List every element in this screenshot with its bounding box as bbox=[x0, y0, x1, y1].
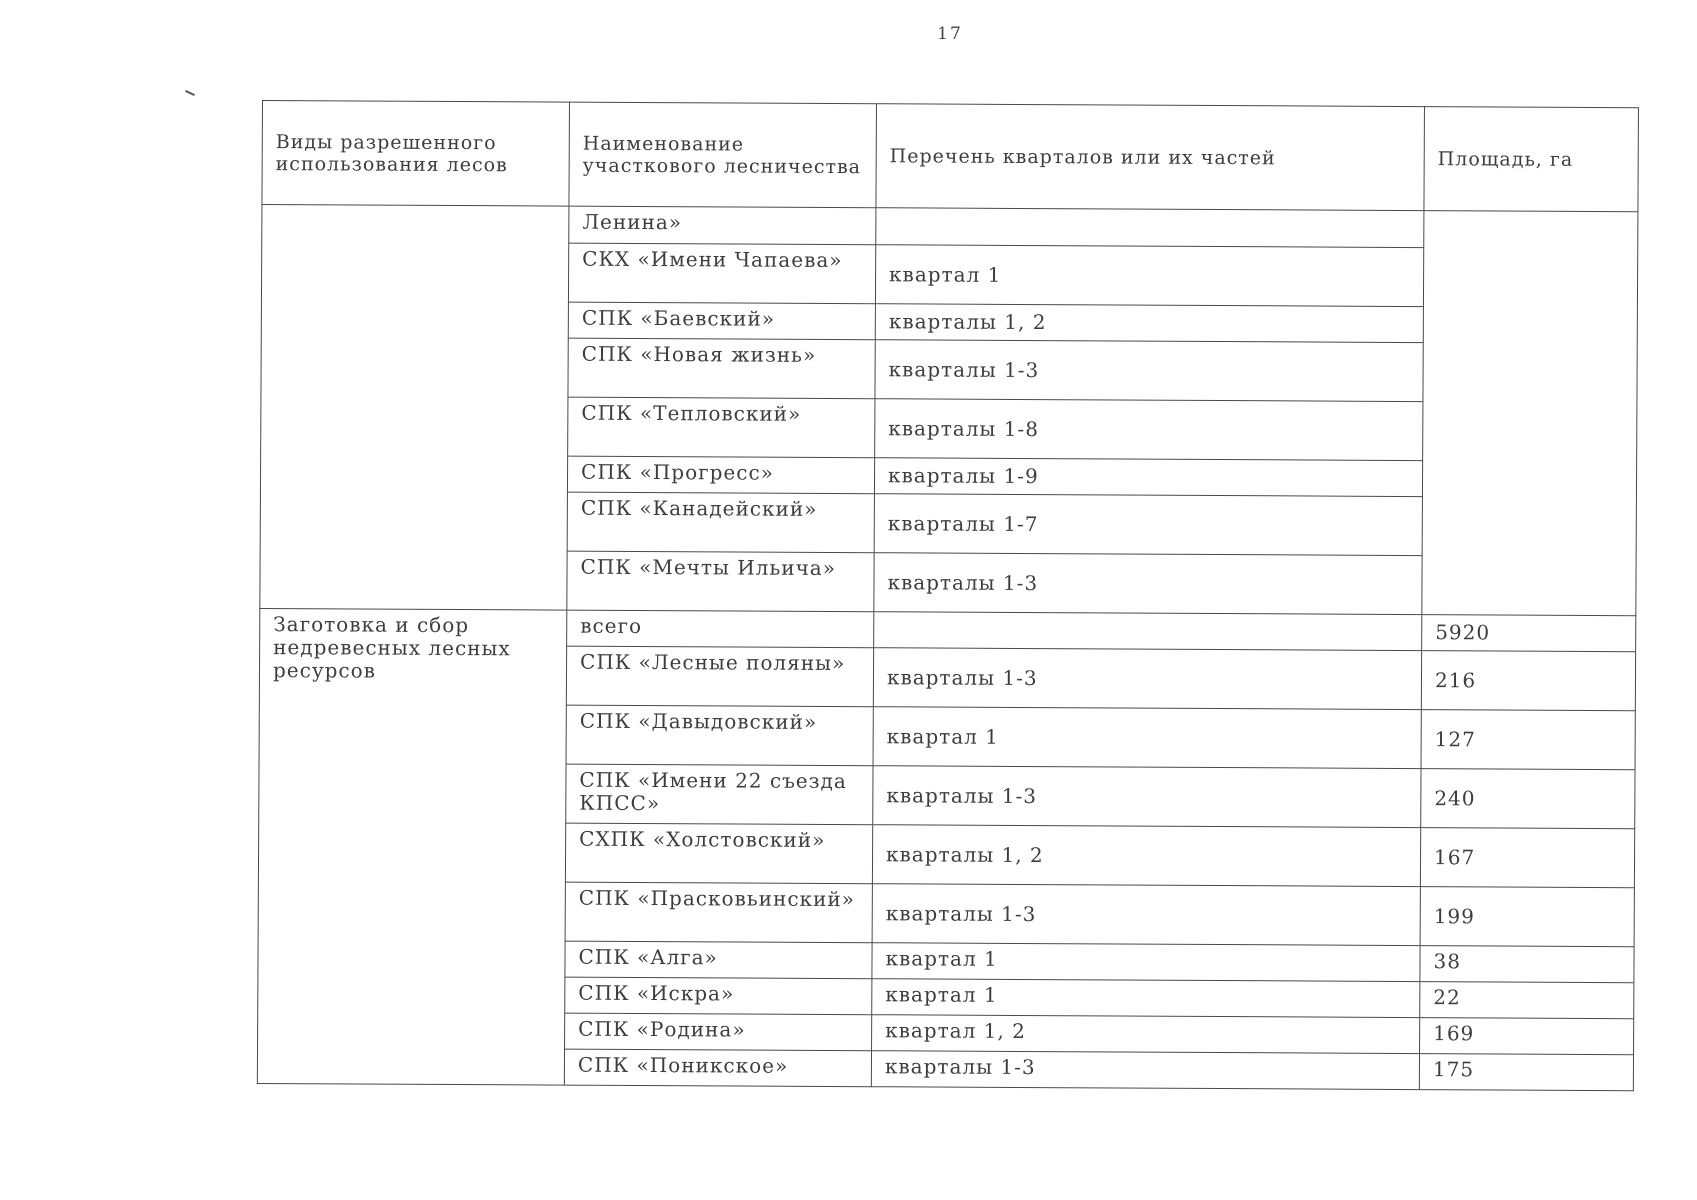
forestry-cell: СПК «Родина» bbox=[565, 1013, 872, 1051]
forestry-cell: СПК «Искра» bbox=[565, 977, 872, 1015]
forestry-cell: СПК «Давыдовский» bbox=[566, 705, 873, 766]
forestry-cell: СПК «Канадейский» bbox=[567, 492, 874, 553]
table-header-row bbox=[262, 101, 1639, 212]
header-use-type: Виды разрешенного использования лесов bbox=[262, 101, 570, 207]
quarters-cell bbox=[874, 612, 1422, 651]
quarters-cell: кварталы 1, 2 bbox=[875, 304, 1423, 343]
scan-artifact-mark bbox=[185, 90, 195, 96]
table-body bbox=[257, 205, 1638, 1091]
area-cell-empty bbox=[1422, 211, 1638, 616]
quarters-cell: кварталы 1-3 bbox=[872, 884, 1420, 946]
quarters-cell: кварталы 1-3 bbox=[873, 648, 1421, 710]
quarters-cell: квартал 1 bbox=[873, 707, 1421, 769]
table-header bbox=[262, 101, 1639, 212]
quarters-cell: кварталы 1-7 bbox=[874, 494, 1422, 556]
area-cell: 22 bbox=[1420, 982, 1634, 1019]
area-cell: 216 bbox=[1421, 651, 1635, 711]
area-cell: 127 bbox=[1421, 710, 1635, 770]
forestry-cell: Ленина» bbox=[569, 206, 876, 245]
quarters-cell: квартал 1 bbox=[872, 979, 1420, 1018]
quarters-cell: квартал 1 bbox=[872, 943, 1420, 982]
quarters-cell: кварталы 1-3 bbox=[873, 766, 1421, 828]
forestry-cell: СПК «Лесные поляны» bbox=[566, 646, 873, 707]
use-type-cell bbox=[260, 205, 569, 611]
use-type-cell: Заготовка и сбор недревесных лесных ресурсов bbox=[257, 608, 566, 1085]
quarters-cell: кварталы 1, 2 bbox=[872, 825, 1420, 887]
page-number: 17 bbox=[937, 24, 963, 44]
forestry-cell: СКХ «Имени Чапаева» bbox=[568, 243, 875, 304]
header-quarters: Перечень кварталов или их частей bbox=[876, 104, 1425, 211]
forestry-cell: СПК «Прогресс» bbox=[567, 456, 874, 494]
forestry-cell: всего bbox=[567, 610, 874, 648]
quarters-cell: квартал 1, 2 bbox=[872, 1015, 1420, 1054]
quarters-cell bbox=[876, 208, 1424, 248]
area-cell: 38 bbox=[1420, 946, 1634, 983]
quarters-cell: кварталы 1-3 bbox=[871, 1051, 1419, 1090]
area-cell: 167 bbox=[1420, 828, 1634, 888]
quarters-cell: кварталы 1-8 bbox=[875, 399, 1423, 461]
table-row bbox=[262, 205, 1638, 249]
quarters-cell: кварталы 1-3 bbox=[874, 553, 1422, 615]
area-cell: 240 bbox=[1421, 769, 1635, 829]
header-forestry: Наименование участкового лесничества bbox=[569, 102, 877, 208]
forestry-cell: СПК «Баевский» bbox=[568, 302, 875, 340]
quarters-cell: кварталы 1-3 bbox=[875, 340, 1423, 402]
forestry-cell: СХПК «Холстовский» bbox=[565, 823, 872, 884]
forest-use-table bbox=[257, 100, 1639, 1091]
table-row-total bbox=[260, 608, 1636, 651]
area-cell: 175 bbox=[1419, 1054, 1633, 1091]
quarters-cell: кварталы 1-9 bbox=[874, 458, 1422, 497]
area-cell: 169 bbox=[1420, 1018, 1634, 1055]
forestry-cell: СПК «Прасковьинский» bbox=[565, 882, 872, 943]
forestry-cell: СПК «Тепловский» bbox=[568, 397, 875, 458]
header-area: Площадь, га bbox=[1424, 107, 1639, 212]
forestry-cell: СПК «Новая жизнь» bbox=[568, 338, 875, 399]
area-cell: 199 bbox=[1420, 887, 1634, 947]
forestry-cell: СПК «Поникское» bbox=[564, 1049, 871, 1087]
quarters-cell: квартал 1 bbox=[875, 245, 1423, 307]
forestry-cell: СПК «Алга» bbox=[565, 941, 872, 979]
forestry-cell: СПК «Имени 22 съезда КПСС» bbox=[566, 764, 873, 825]
forestry-cell: СПК «Мечты Ильича» bbox=[567, 551, 874, 612]
area-cell: 5920 bbox=[1422, 615, 1636, 652]
